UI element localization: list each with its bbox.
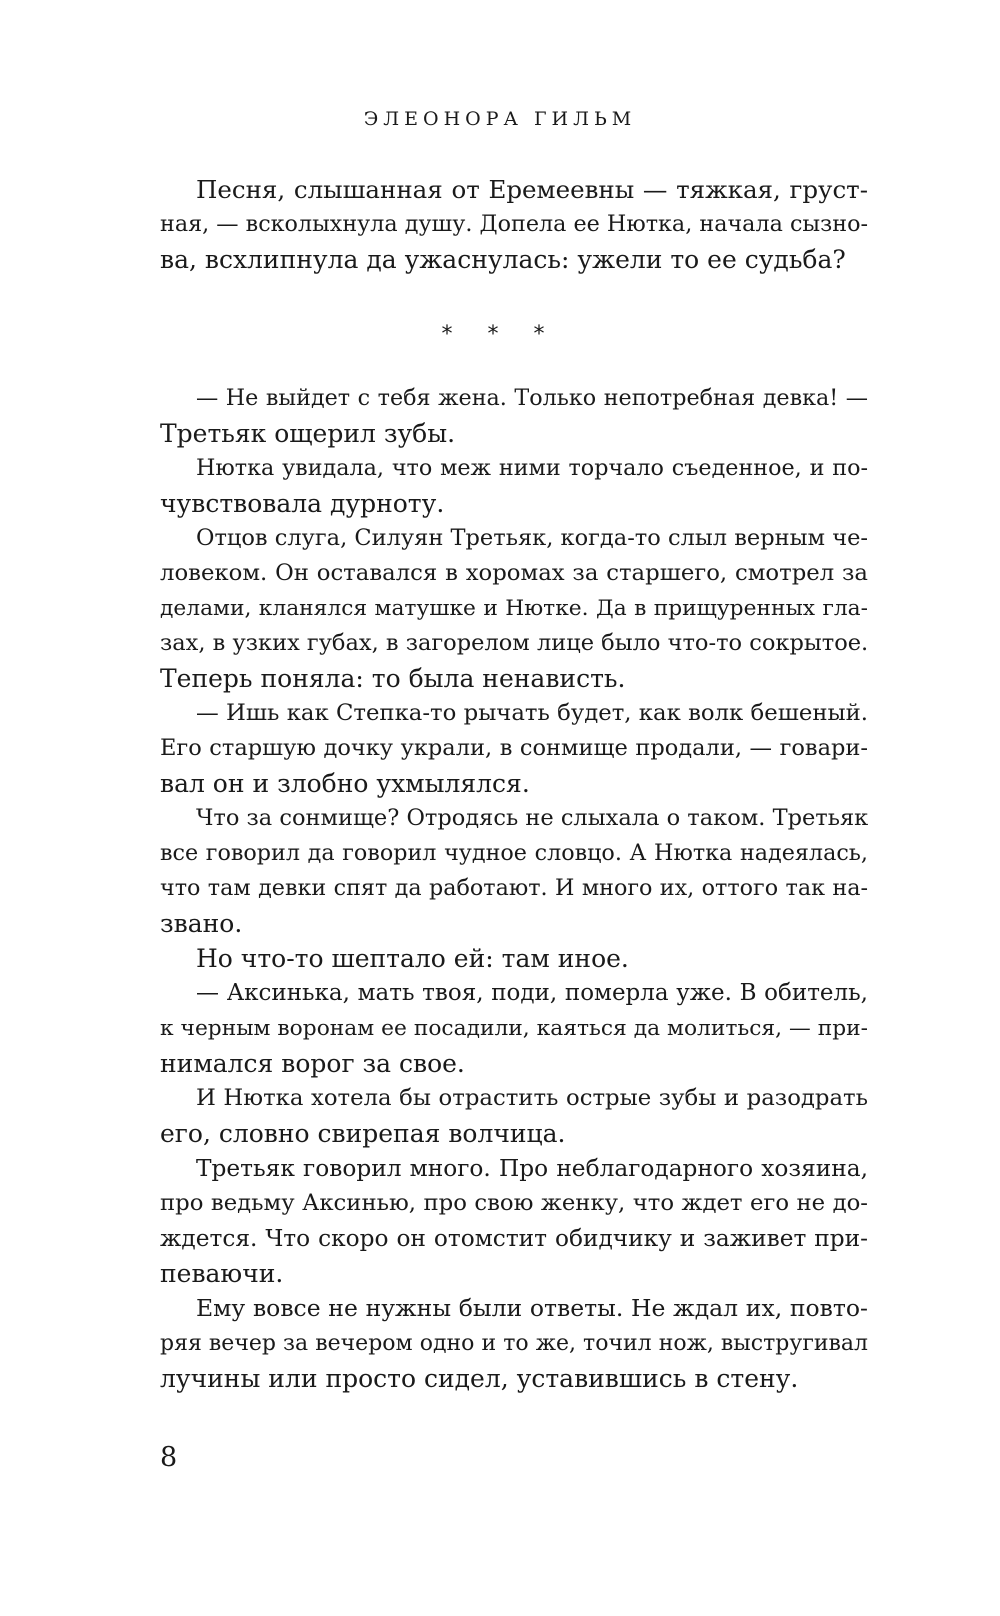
text-line: вал он и злобно ухмылялся.: [160, 769, 530, 798]
text-line: ная, — всколыхнула душу. Допела ее Нютка, начала сызно-: [160, 211, 868, 237]
section-break-asterisks: * * *: [441, 322, 559, 347]
text-line: Отцов слуга, Силуян Третьяк, когда-то слыл верным че-: [196, 525, 868, 551]
text-line: Ему вовсе не нужны были ответы. Не ждал их, повто-: [196, 1294, 868, 1322]
text-line: что там девки спят да работают. И много их, оттого так на-: [160, 875, 868, 901]
text-line: Нютка увидала, что меж ними торчало съеденное, и по-: [196, 455, 868, 481]
text-line: ждется. Что скоро он отомстит обидчику и заживет при-: [160, 1225, 868, 1252]
text-line: нимался ворог за свое.: [160, 1049, 465, 1078]
text-line: все говорил да говорил чудное словцо. А Нютка надеялась,: [160, 840, 868, 866]
text-line: — Не выйдет с тебя жена. Только непотребная девка! —: [196, 385, 868, 411]
text-line: ряя вечер за вечером одно и то же, точил нож, выстругивал: [160, 1331, 868, 1356]
running-head-author: ЭЛЕОНОРА ГИЛЬМ: [363, 108, 637, 130]
text-line: Его старшую дочку украли, в сонмище продали, — говари-: [160, 735, 868, 761]
text-line: — Ишь как Степка-то рычать будет, как волк бешеный.: [196, 700, 868, 726]
page-number: 8: [160, 1442, 178, 1473]
text-line: ва, всхлипнула да ужаснулась: ужели то ее судьба?: [160, 245, 846, 274]
text-line: Но что-то шептало ей: там иное.: [196, 944, 629, 973]
text-line: чувствовала дурноту.: [160, 489, 445, 518]
text-line: И Нютка хотела бы отрастить острые зубы и разодрать: [196, 1085, 868, 1111]
opening-paragraph: [160, 172, 868, 277]
text-line: Что за сонмище? Отродясь не слыхала о таком. Третьяк: [196, 805, 869, 831]
text-line: Теперь поняла: то была ненависть.: [160, 664, 626, 693]
text-line: звано.: [160, 909, 243, 938]
text-line: Третьяк говорил много. Про неблагодарного хозяина,: [196, 1155, 868, 1182]
text-line: певаючи.: [160, 1259, 284, 1288]
text-line: делами, кланялся матушке и Нютке. Да в прищуренных гла-: [160, 596, 868, 621]
text-line: про ведьму Аксинью, про свою женку, что ждет его не до-: [160, 1190, 868, 1216]
text-line: к черным воронам ее посадили, каяться да молиться, — при-: [160, 1016, 868, 1041]
text-line: ловеком. Он оставался в хоромах за старшего, смотрел за: [160, 560, 868, 586]
text-line: Третьяк ощерил зубы.: [160, 419, 456, 448]
text-line: Песня, слышанная от Еремеевны — тяжкая, груст-: [196, 175, 868, 204]
text-line: лучины или просто сидел, уставившись в стену.: [160, 1364, 799, 1393]
text-line: его, словно свирепая волчица.: [160, 1119, 566, 1148]
text-line: — Аксинька, мать твоя, поди, померла уже. В обитель,: [196, 980, 868, 1006]
text-line: зах, в узких губах, в загорелом лице было что-то сокрытое.: [160, 630, 869, 656]
chapter-body: [160, 381, 868, 1396]
